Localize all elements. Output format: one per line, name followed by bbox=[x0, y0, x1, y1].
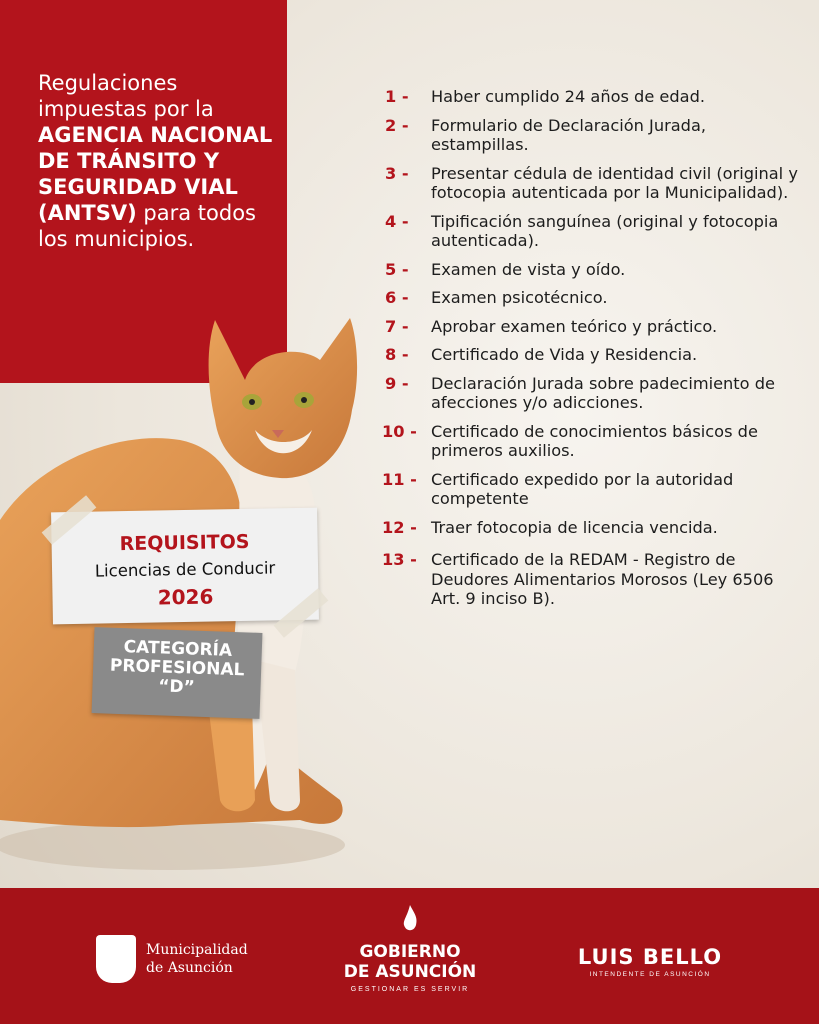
item-number: 9 - bbox=[385, 373, 409, 393]
item-text: Haber cumplido 24 años de edad. bbox=[431, 87, 706, 106]
category-line3: “D” bbox=[157, 676, 196, 698]
item-number: 4 - bbox=[385, 211, 409, 231]
sign-subtitle: Licencias de Conducir bbox=[94, 558, 276, 581]
list-item bbox=[385, 164, 805, 203]
list-item bbox=[382, 517, 805, 538]
list-item bbox=[385, 87, 805, 107]
list-item bbox=[385, 288, 805, 308]
requirements-sign bbox=[51, 508, 319, 625]
list-item bbox=[385, 260, 805, 280]
muni-line1: Municipalidad bbox=[146, 942, 248, 958]
list-item bbox=[385, 345, 805, 365]
category-sign bbox=[92, 627, 263, 719]
item-number: 3 - bbox=[385, 163, 409, 183]
item-number: 13 - bbox=[382, 550, 417, 569]
item-number: 6 - bbox=[385, 288, 409, 307]
gob-tagline: GESTIONAR ES SERVIR bbox=[350, 986, 470, 993]
mayor-name: LUIS BELLO bbox=[577, 945, 723, 969]
item-text: Aprobar examen teórico y práctico. bbox=[431, 316, 718, 336]
requirements-list bbox=[382, 87, 805, 609]
item-number: 5 - bbox=[385, 259, 409, 279]
item-text: Certificado de la REDAM - Registro de Deudores Alimentarios Morosos (Ley 6506 Art. 9 inciso B). bbox=[431, 550, 774, 608]
sign-year: 2026 bbox=[157, 584, 214, 610]
intro-text bbox=[38, 70, 278, 252]
list-item bbox=[382, 421, 805, 461]
item-number: 10 - bbox=[382, 421, 417, 441]
item-text: Presentar cédula de identidad civil (original y fotocopia autenticada por la Municipalidad). bbox=[431, 163, 798, 202]
category-line2: PROFESIONAL bbox=[109, 655, 245, 681]
muni-line2: de Asunción bbox=[146, 960, 233, 976]
gob-line1: GOBIERNO bbox=[359, 942, 461, 962]
list-item bbox=[385, 212, 805, 251]
municipalidad-logo bbox=[96, 935, 266, 985]
mayor-logo bbox=[570, 945, 730, 978]
item-number: 7 - bbox=[385, 316, 409, 336]
gobierno-logo bbox=[330, 905, 490, 995]
sign-title: REQUISITOS bbox=[119, 530, 250, 556]
item-number: 12 - bbox=[382, 517, 417, 537]
list-item bbox=[385, 116, 805, 155]
shield-icon bbox=[96, 935, 136, 983]
list-item bbox=[385, 317, 805, 337]
flame-icon bbox=[400, 905, 420, 935]
item-text: Certificado de Vida y Residencia. bbox=[431, 345, 698, 364]
item-text: Examen psicotécnico. bbox=[431, 288, 608, 307]
item-number: 8 - bbox=[385, 345, 409, 364]
item-text: Declaración Jurada sobre padecimiento de afecciones y/o adicciones. bbox=[431, 373, 775, 412]
item-text: Traer fotocopia de licencia vencida. bbox=[431, 517, 718, 537]
item-number: 11 - bbox=[382, 469, 417, 489]
item-text: Certificado de conocimientos básicos de primeros auxilios. bbox=[431, 421, 758, 460]
item-text: Formulario de Declaración Jurada, estampillas. bbox=[431, 115, 707, 154]
item-text: Certificado expedido por la autoridad competente bbox=[431, 469, 734, 508]
gob-line2: DE ASUNCIÓN bbox=[343, 962, 477, 982]
item-text: Examen de vista y oído. bbox=[431, 259, 626, 279]
list-item bbox=[385, 374, 805, 413]
item-text: Tipificación sanguínea (original y fotocopia autenticada). bbox=[431, 211, 779, 250]
list-item bbox=[382, 469, 805, 509]
item-number: 2 - bbox=[385, 115, 409, 135]
intro-line1: Regulaciones impuestas por la bbox=[38, 71, 214, 121]
intro-line2: para todos los municipios. bbox=[38, 201, 256, 251]
item-number: 1 - bbox=[385, 87, 409, 106]
list-item bbox=[382, 550, 805, 609]
mayor-title: INTENDENTE DE ASUNCIÓN bbox=[589, 971, 711, 978]
agency-name: AGENCIA NACIONAL DE TRÁNSITO Y SEGURIDAD VIAL (ANTSV) bbox=[38, 123, 273, 225]
category-line1: CATEGORÍA bbox=[123, 637, 233, 661]
